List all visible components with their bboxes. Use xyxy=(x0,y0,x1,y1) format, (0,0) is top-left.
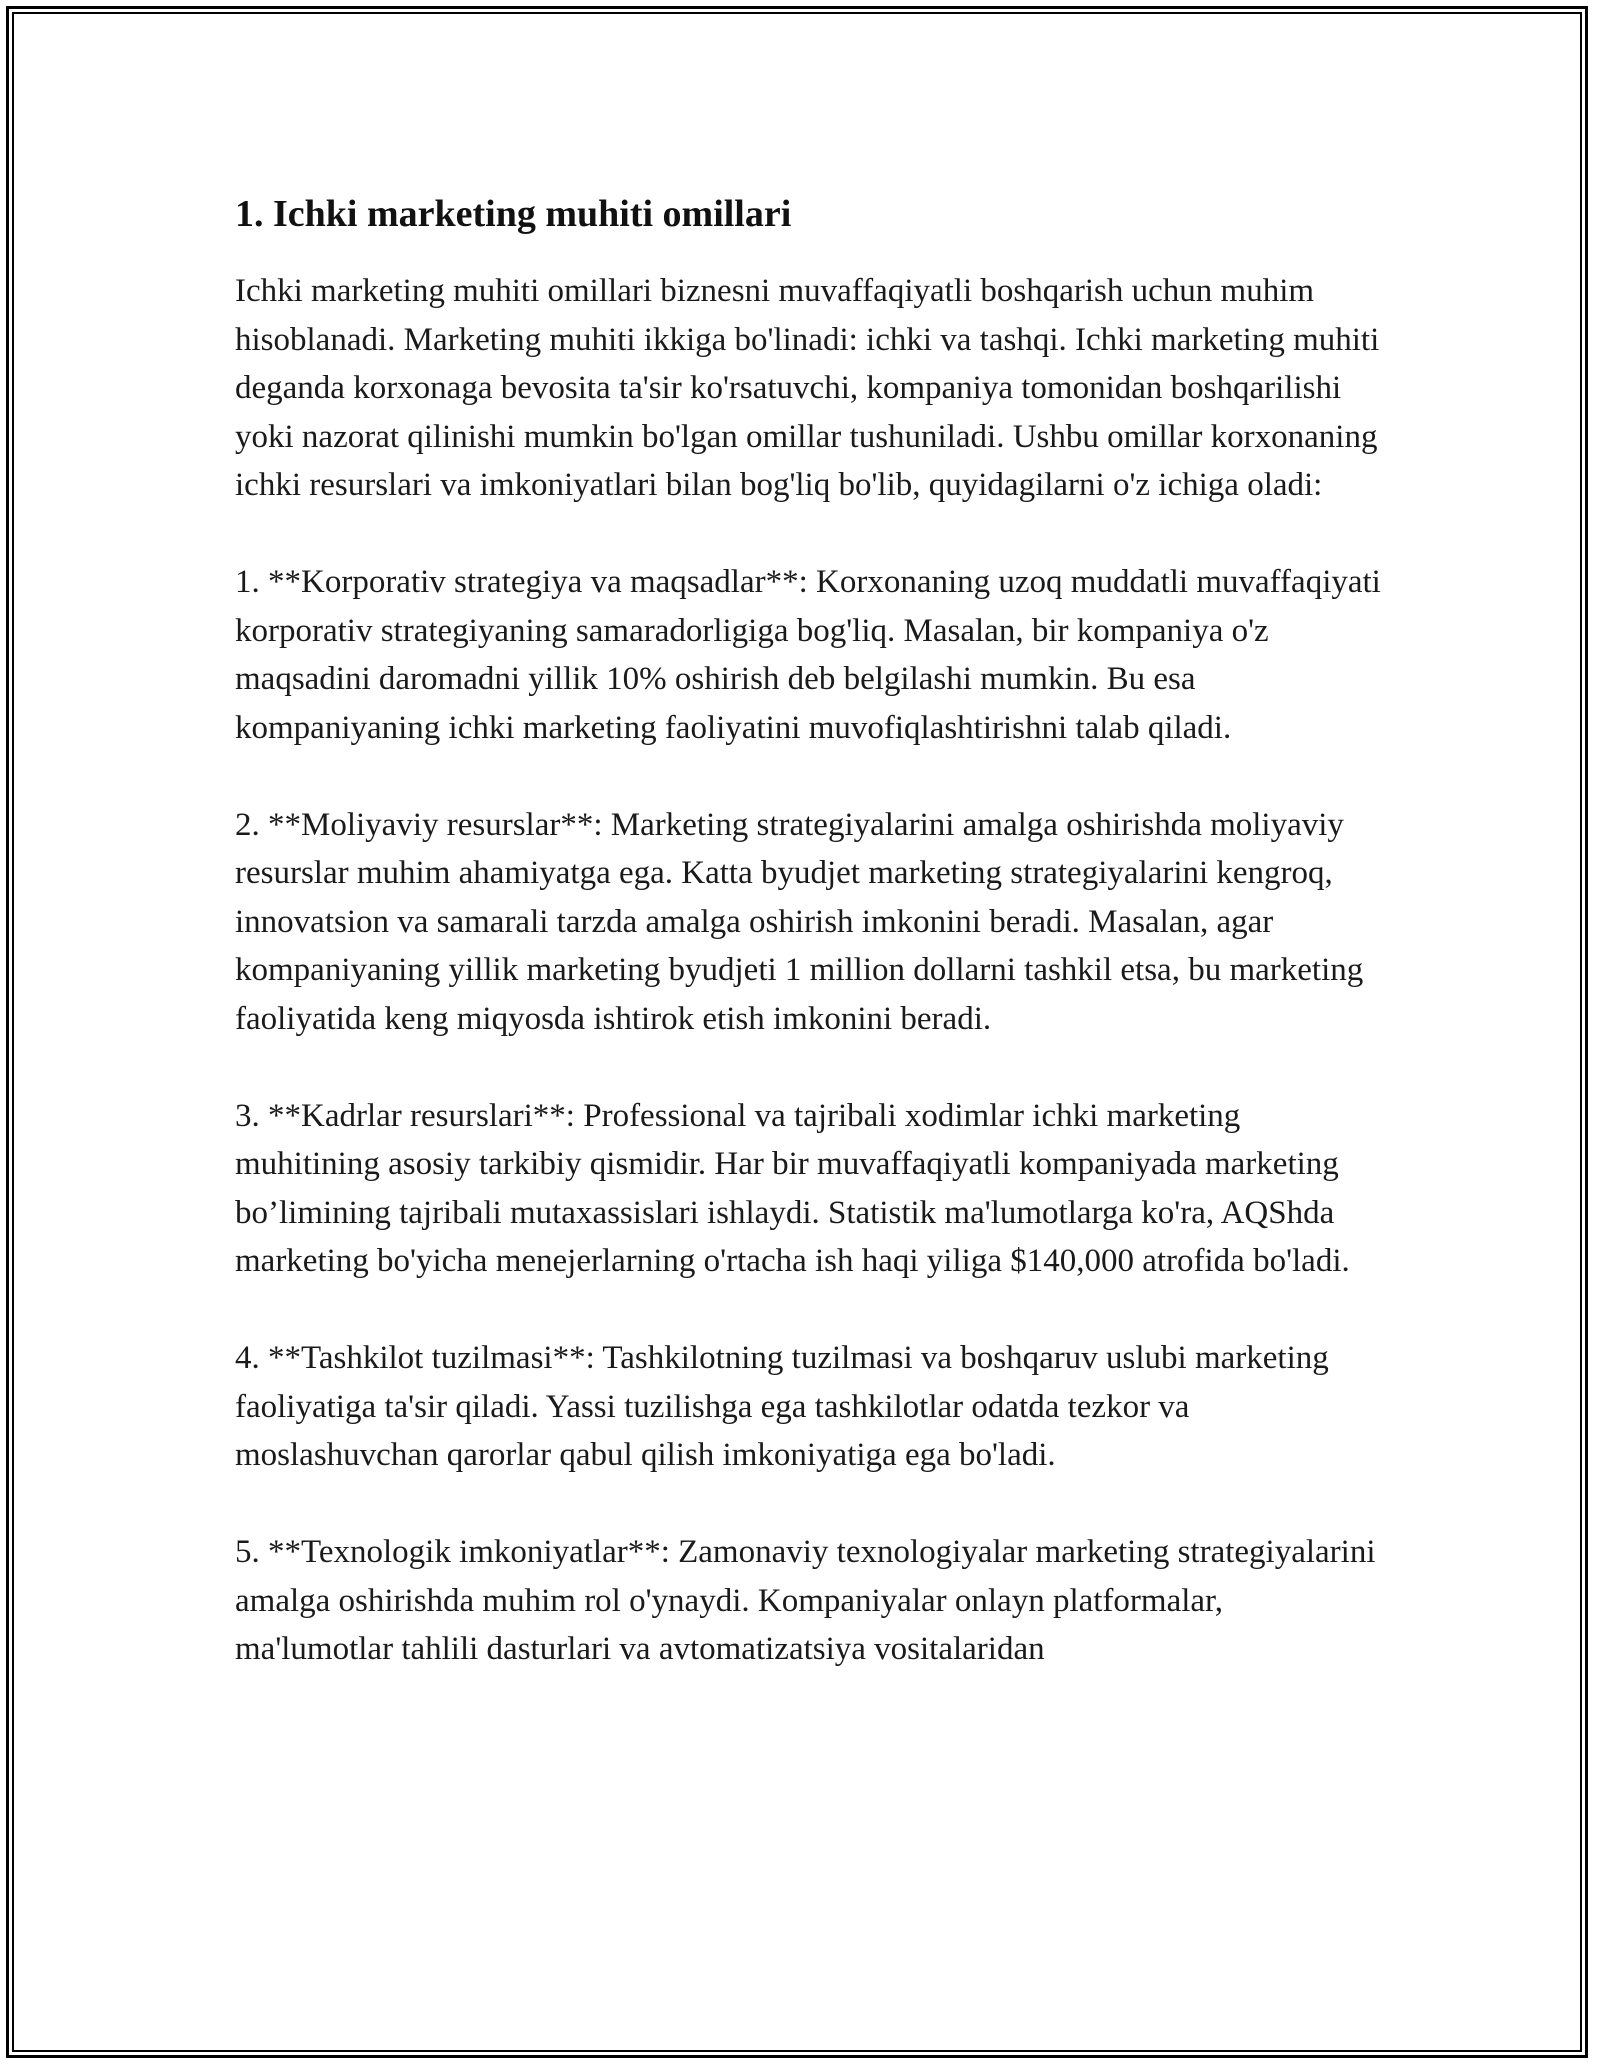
list-item-technology: 5. **Texnologik imkoniyatlar**: Zamonaviy texnologiyalar marketing strategiyalarini amalga oshirishda muhim rol o'ynaydi. Kompaniyalar onlayn platformalar, ma'lumotlar tahlili dasturlari va avtomatizatsiya vositalaridan xyxy=(235,1534,1376,1667)
list-item-corporate-strategy: 1. **Korporativ strategiya va maqsadlar**: Korxonaning uzoq muddatli muvaffaqiyati korporativ strategiyaning samaradorligiga bog'liq. Masalan, bir kompaniya o'z maqsadini daromadni yillik 10% oshirish deb belgilashi mumkin. Bu esa kompaniyaning ichki marketing faoliyatini muvofiqlashtirishni talab qiladi. xyxy=(235,564,1381,746)
section-heading: 1. Ichki marketing muhiti omillari xyxy=(235,193,792,235)
list-item-financial-resources: 2. **Moliyaviy resurslar**: Marketing strategiyalarini amalga oshirishda moliyaviy resurslar muhim ahamiyatga ega. Katta byudjet marketing strategiyalarini kengroq, innovatsion va samarali tarzda amalga oshirish imkonini beradi. Masalan, agar kompaniyaning yillik marketing byudjeti 1 million dollarni tashkil etsa, bu marketing faoliyatida keng miqyosda ishtirok etish imkonini beradi. xyxy=(235,806,1364,1037)
document-body xyxy=(235,185,1385,1722)
list-item-human-resources: 3. **Kadrlar resurslari**: Professional va tajribali xodimlar ichki marketing muhitining asosiy tarkibiy qismidir. Har bir muvaffaqiyatli kompaniyada marketing bo’limining tajribali mutaxassislari ishlaydi. Statistik ma'lumotlarga ko'ra, AQShda marketing bo'yicha menejerlarning o'rtacha ish haqi yiliga $140,000 atrofida bo'ladi. xyxy=(235,1097,1350,1279)
intro-paragraph: Ichki marketing muhiti omillari biznesni muvaffaqiyatli boshqarish uchun muhim hisoblanadi. Marketing muhiti ikkiga bo'linadi: ichki va tashqi. Ichki marketing muhiti deganda korxonaga bevosita ta'sir ko'rsatuvchi, kompaniya tomonidan boshqarilishi yoki nazorat qilinishi mumkin bo'lgan omillar tushuniladi. Ushbu omillar korxonaning ichki resurslari va imkoniyatlari bilan bog'liq bo'lib, quyidagilarni o'z ichiga oladi: xyxy=(235,273,1380,503)
list-item-organization-structure: 4. **Tashkilot tuzilmasi**: Tashkilotning tuzilmasi va boshqaruv uslubi marketing faoliyatiga ta'sir qiladi. Yassi tuzilishga ega tashkilotlar odatda tezkor va moslashuvchan qarorlar qabul qilish imkoniyatiga ega bo'ladi. xyxy=(235,1340,1329,1473)
